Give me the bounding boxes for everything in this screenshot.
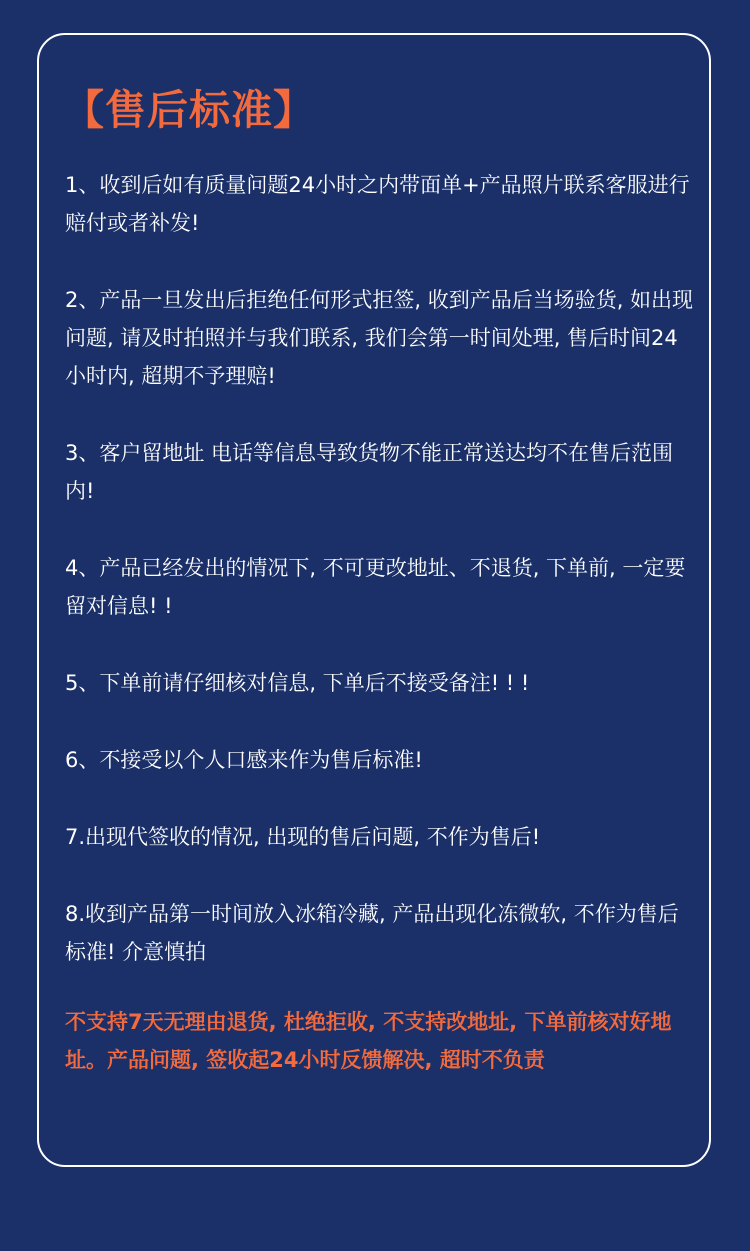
rule-item-2: 2、产品一旦发出后拒绝任何形式拒签, 收到产品后当场验货, 如出现问题, 请及时拍照并与我们联系, 我们会第一时间处理, 售后时间24小时内, 超期不予理赔! xyxy=(65,288,694,388)
highlight-notice: 不支持7天无理由退货, 杜绝拒收, 不支持改地址, 下单前核对好地址。产品问题, 签收起24小时反馈解决, 超时不负责 xyxy=(65,1010,672,1072)
rule-item-6: 6、不接受以个人口感来作为售后标准! xyxy=(65,748,423,772)
rule-item-5: 5、下单前请仔细核对信息, 下单后不接受备注! ! ! xyxy=(65,671,530,695)
rule-item-1: 1、收到后如有质量问题24小时之内带面单+产品照片联系客服进行赔付或者补发! xyxy=(65,173,690,235)
rule-item-7: 7.出现代签收的情况, 出现的售后问题, 不作为售后! xyxy=(65,825,541,849)
rule-item-8: 8.收到产品第一时间放入冰箱冷藏, 产品出现化冻微软, 不作为售后标准! 介意慎拍 xyxy=(65,902,679,964)
rule-item-3: 3、客户留地址 电话等信息导致货物不能正常送达均不在售后范围内! xyxy=(65,441,674,503)
rule-item-4: 4、产品已经发出的情况下, 不可更改地址、不退货, 下单前, 一定要留对信息! ! xyxy=(65,556,686,618)
page-title: 【售后标准】 xyxy=(63,86,315,134)
rules-list xyxy=(65,166,695,1010)
